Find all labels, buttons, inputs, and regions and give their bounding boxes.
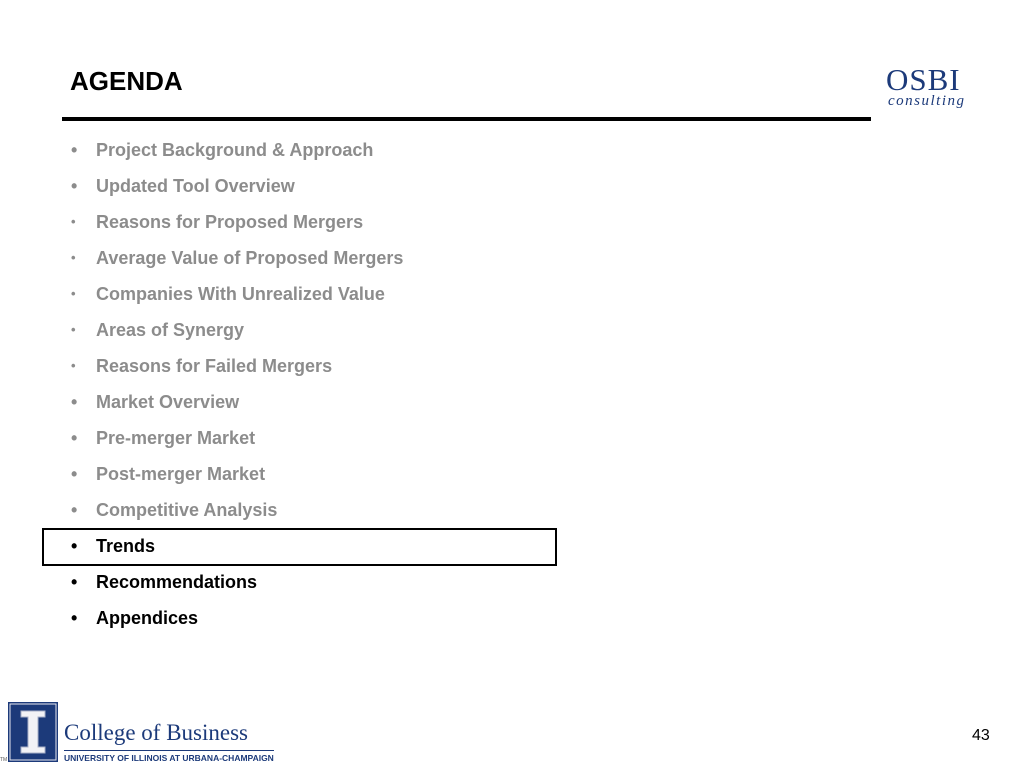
bullet-icon: • xyxy=(71,572,78,592)
agenda-item-label: Reasons for Proposed Mergers xyxy=(96,212,364,232)
agenda-item-label: Project Background & Approach xyxy=(96,140,374,160)
bullet-icon: • xyxy=(71,500,78,520)
agenda-item-label: Pre-merger Market xyxy=(96,428,256,448)
agenda-item-label: Post-merger Market xyxy=(96,464,266,484)
bullet-icon: • xyxy=(71,536,78,556)
bullet-icon: • xyxy=(71,608,78,628)
agenda-item-label: Trends xyxy=(96,536,156,556)
illinois-i-logo-icon xyxy=(8,702,58,762)
agenda-item-label: Areas of Synergy xyxy=(96,320,245,340)
agenda-item-label: Updated Tool Overview xyxy=(96,176,295,196)
bullet-icon: • xyxy=(71,358,76,373)
agenda-item-label: Market Overview xyxy=(96,392,240,412)
agenda-item-label: Competitive Analysis xyxy=(96,500,278,520)
university-name: UNIVERSITY OF ILLINOIS AT URBANA-CHAMPAIGN xyxy=(64,753,274,763)
title-divider xyxy=(62,117,871,121)
trademark-mark: TM xyxy=(0,757,8,763)
bullet-icon: • xyxy=(71,214,76,229)
footer-divider xyxy=(64,750,274,751)
agenda-item-label: Recommendations xyxy=(96,572,258,592)
bullet-icon: • xyxy=(71,250,76,265)
agenda-item-label: Appendices xyxy=(96,608,199,628)
page-number: 43 xyxy=(972,727,990,744)
bullet-icon: • xyxy=(71,176,78,196)
bullet-icon: • xyxy=(71,392,78,412)
bullet-icon: • xyxy=(71,286,76,301)
osbi-consulting-logo xyxy=(884,64,976,112)
slide-title: AGENDA xyxy=(70,66,183,96)
bullet-icon: • xyxy=(71,140,78,160)
logo-wordmark: OSBI xyxy=(886,62,961,97)
bullet-icon: • xyxy=(71,322,76,337)
current-item-highlight xyxy=(42,528,557,566)
agenda-item-label: Average Value of Proposed Mergers xyxy=(96,248,404,268)
bullet-icon: • xyxy=(71,428,78,448)
agenda-item-label: Companies With Unrealized Value xyxy=(96,284,385,304)
college-name: College of Business xyxy=(64,720,248,745)
agenda-item-label: Reasons for Failed Mergers xyxy=(96,356,333,376)
logo-tagline: consulting xyxy=(888,93,966,109)
bullet-icon: • xyxy=(71,464,78,484)
